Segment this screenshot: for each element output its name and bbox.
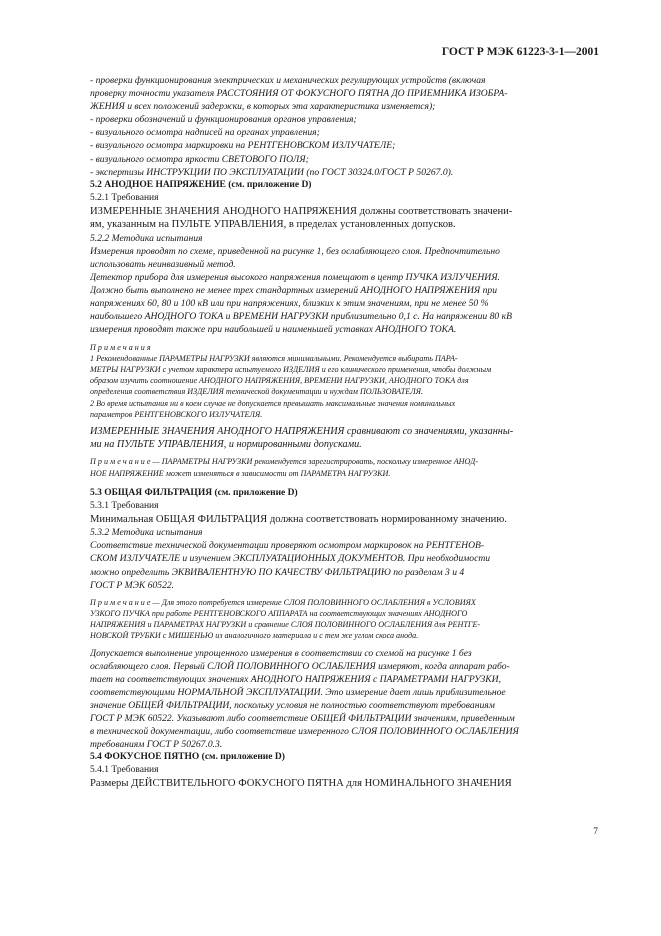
text-line: образом изучить соотношение АНОДНОГО НАПРЯЖЕНИЯ, ВРЕМЕНИ НАГРУЗКИ, АНОДНОГО ТОКА для xyxy=(90,376,469,386)
text-line: Допускается выполнение упрощенного измерения в соответствии со схемой на рисунке 1 без xyxy=(90,647,472,659)
text-line: соответствующими НОРМАЛЬНОЙ ЭКСПЛУАТАЦИИ. Это измерение дает лишь приблизительное xyxy=(90,686,506,698)
text-line: параметров РЕНТГЕНОВСКОГО ИЗЛУЧАТЕЛЯ. xyxy=(90,409,263,419)
text-line: Минимальная ОБЩАЯ ФИЛЬТРАЦИЯ должна соответствовать нормированному значению. xyxy=(90,513,507,525)
text-line: - экспертизы ИНСТРУКЦИИ ПО ЭКСПЛУАТАЦИИ (по ГОСТ 30324.0/ГОСТ Р 50267.0). xyxy=(90,166,454,178)
text-line: тает на соответствующих значениях АНОДНОГО НАПРЯЖЕНИЯ с ПАРАМЕТРАМИ НАГРУЗКИ, xyxy=(90,673,502,685)
standard-header: ГОСТ Р МЭК 61223-3-1—2001 xyxy=(441,46,599,58)
text-line: 5.4.1 Требования xyxy=(90,765,159,776)
text-line: в технической документации, либо соответствие измеренного СЛОЯ ПОЛОВИННОГО ОСЛАБЛЕНИЯ xyxy=(90,726,519,738)
text-line: Должно быть выполнено не менее трех стандартных измерений АНОДНОГО НАПРЯЖЕНИЯ при xyxy=(90,285,497,297)
text-block xyxy=(90,647,599,752)
text-block xyxy=(90,271,599,336)
text-line: 5.4 ФОКУСНОЕ ПЯТНО (см. приложение D) xyxy=(90,752,285,763)
text-block xyxy=(90,342,599,420)
text-line: ЖЕНИЯ и всех положений задержки, в которых эта характеристика изменяется); xyxy=(90,101,436,113)
text-line: - визуального осмотра маркировки на РЕНТГЕНОВСКОМ ИЗЛУЧАТЕЛЕ; xyxy=(90,140,396,152)
text-line: 5.2.2 Методика испытания xyxy=(90,232,203,244)
text-line: - визуального осмотра яркости СВЕТОВОГО ПОЛЯ; xyxy=(90,153,309,165)
text-block xyxy=(90,232,599,245)
text-line: П р и м е ч а н и я xyxy=(90,342,151,352)
text-line: НАПРЯЖЕНИЯ и ПАРАМЕТРАХ НАГРУЗКИ и сравнение СЛОЯ ПОЛОВИННОГО ОСЛАБЛЕНИЯ для РЕНТГЕ- xyxy=(90,620,481,630)
text-block xyxy=(90,526,599,539)
text-line: определения соответствия ИЗДЕЛИЯ технической документации и нуждам ПОЛЬЗОВАТЕЛЯ. xyxy=(90,387,423,397)
text-line: 5.2 АНОДНОЕ НАПРЯЖЕНИЕ (см. приложение D) xyxy=(90,179,312,190)
text-line: напряжениях 60, 80 и 100 кВ или при напряжениях, близких к этим значениям, при не менее 50 % xyxy=(90,298,489,310)
text-line: Размеры ДЕЙСТВИТЕЛЬНОГО ФОКУСНОГО ПЯТНА для НОМИНАЛЬНОГО ЗНАЧЕНИЯ xyxy=(90,778,512,790)
text-line: МЕТРЫ НАГРУЗКИ с учетом характера испытуемого ИЗДЕЛИЯ и его клинического применения, чтобы должным xyxy=(90,364,492,374)
text-line: - визуального осмотра надписей на органах управления; xyxy=(90,127,320,139)
text-block xyxy=(90,192,599,205)
text-line: Измерения проводят по схеме, приведенной на рисунке 1, без ослабляющего слоя. Предпочтительно xyxy=(90,245,500,257)
page-body xyxy=(90,74,599,791)
text-block xyxy=(90,777,599,791)
text-line: 5.2.1 Требования xyxy=(90,192,159,203)
text-line: Соответствие технической документации проверяют осмотром маркировок на РЕНТГЕНОВ- xyxy=(90,540,485,552)
text-line: ГОСТ Р МЭК 60522. Указывают либо соответствие ОБЩЕЙ ФИЛЬТРАЦИИ значениям, приведенным xyxy=(90,712,515,724)
text-line: НОВСКОЙ ТРУБКИ с МИШЕНЬЮ из аналогичного материала и с тем же углом скоса анода. xyxy=(90,631,419,641)
text-line: СКОМ ИЗЛУЧАТЕЛЕ и изучением ЭКСПЛУАТАЦИОННЫХ ДОКУМЕНТОВ. При необходимости xyxy=(90,553,491,565)
text-line: ИЗМЕРЕННЫЕ ЗНАЧЕНИЯ АНОДНОГО НАПРЯЖЕНИЯ сравнивают со значениями, указанны- xyxy=(90,425,514,437)
text-block xyxy=(90,500,599,513)
text-line: ИЗМЕРЕННЫЕ ЗНАЧЕНИЯ АНОДНОГО НАПРЯЖЕНИЯ должны соответствовать значени- xyxy=(90,205,513,217)
text-line: проверку точности указателя РАССТОЯНИЯ ОТ ФОКУСНОГО ПЯТНА ДО ПРИЕМНИКА ИЗОБРА- xyxy=(90,88,508,100)
text-line: Детектор прибора для измерения высокого напряжения помещают в центр ПУЧКА ИЗЛУЧЕНИЯ. xyxy=(90,272,500,284)
page-number: 7 xyxy=(593,827,598,837)
text-block xyxy=(90,205,599,232)
text-block xyxy=(90,456,599,478)
text-block xyxy=(90,751,599,764)
text-line: 2 Во время испытания ни в коем случае не допускается превышать максимальные значения номинальных xyxy=(90,398,456,408)
text-block xyxy=(90,245,599,271)
text-block xyxy=(90,513,599,527)
text-line: - проверки функционирования электрических и механических регулирующих устройств (включая xyxy=(90,75,486,86)
text-line: П р и м е ч а н и е — ПАРАМЕТРЫ НАГРУЗКИ рекомендуется зарегистрировать, поскольку измеренное АНОД- xyxy=(90,457,479,467)
text-line: 5.3.2 Методика испытания xyxy=(90,527,203,539)
text-block xyxy=(90,539,599,591)
text-line: ослабляющего слоя. Первый СЛОЙ ПОЛОВИННОГО ОСЛАБЛЕНИЯ измеряют, когда аппарат рабо- xyxy=(90,660,510,672)
text-line: П р и м е ч а н и е — Для этого потребуется измерение СЛОЯ ПОЛОВИННОГО ОСЛАБЛЕНИЯ в УСЛОВИЯХ xyxy=(90,597,476,607)
text-line: 5.3.1 Требования xyxy=(90,500,159,511)
text-block xyxy=(90,74,599,179)
text-line: ГОСТ Р МЭК 60522. xyxy=(90,579,175,591)
text-line: ми на ПУЛЬТЕ УПРАВЛЕНИЯ, и нормированными допусками. xyxy=(90,439,362,451)
text-line: измерения проводят также при наибольшей и наименьшей уставках АНОДНОГО ТОКА. xyxy=(90,324,457,336)
text-block xyxy=(90,425,599,451)
text-line: НОЕ НАПРЯЖЕНИЕ может изменяться в зависимости от ПАРАМЕТРА НАГРУЗКИ. xyxy=(90,468,391,478)
text-line: значение ОБЩЕЙ ФИЛЬТРАЦИИ, поскольку условия не полностью соответствуют требованиям xyxy=(90,699,495,711)
text-block xyxy=(90,487,599,500)
text-line: ям, указанным на ПУЛЬТЕ УПРАВЛЕНИЯ, в пределах установленных допусков. xyxy=(90,219,456,231)
text-block xyxy=(90,179,599,192)
text-block xyxy=(90,597,599,642)
text-line: - проверки обозначений и функционирования органов управления; xyxy=(90,114,357,126)
text-line: можно определить ЭКВИВАЛЕНТНУЮ ПО КАЧЕСТВУ ФИЛЬТРАЦИЮ по разделам 3 и 4 xyxy=(90,566,465,578)
text-line: наибольшего АНОДНОГО ТОКА и ВРЕМЕНИ НАГРУЗКИ приблизительно 0,1 с. На напряжении 80 кВ xyxy=(90,311,512,323)
text-line: 5.3 ОБЩАЯ ФИЛЬТРАЦИЯ (см. приложение D) xyxy=(90,487,298,498)
text-line: 1 Рекомендованные ПАРАМЕТРЫ НАГРУЗКИ являются минимальными. Рекомендуется выбирать ПАРА- xyxy=(90,353,458,363)
text-line: использовать неинвазивный метод. xyxy=(90,258,236,270)
text-line: УЗКОГО ПУЧКА при работе РЕНТГЕНОВСКОГО АППАРАТА на соответствующих значениях АНОДНОГО xyxy=(90,608,468,618)
text-block xyxy=(90,764,599,777)
text-line: требованиям ГОСТ Р 50267.0.3. xyxy=(90,739,223,751)
